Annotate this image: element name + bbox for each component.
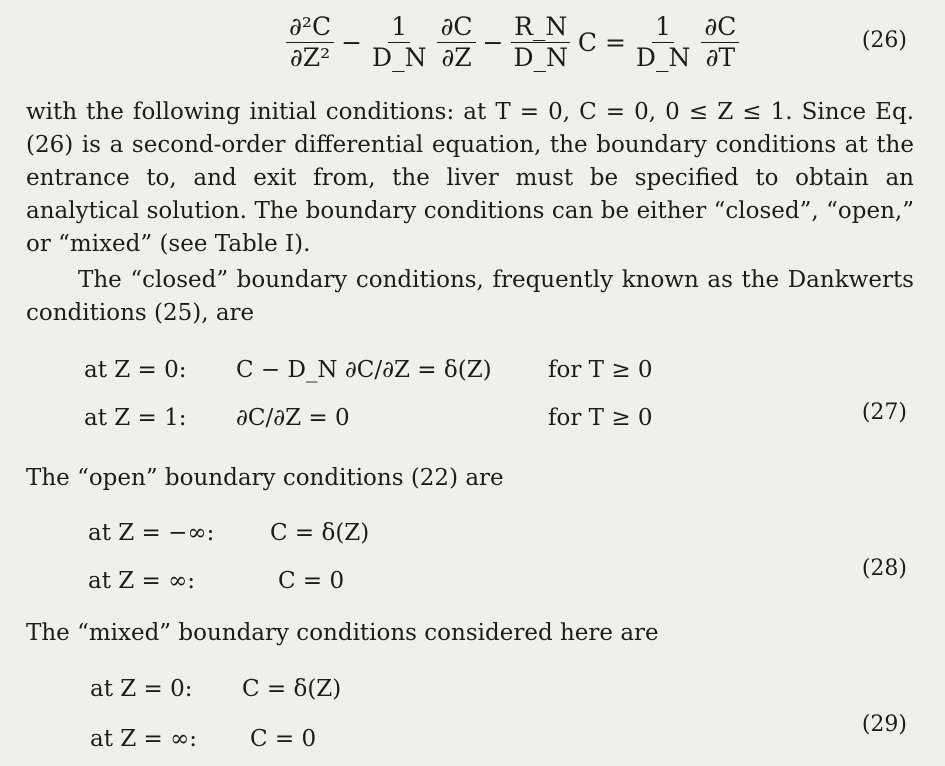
fraction-one-over-dn-rhs [633, 14, 693, 72]
fraction-d2c-dz2 [286, 14, 334, 72]
equation-number-29: (29) [861, 712, 907, 737]
fraction-dc-dt [701, 14, 739, 72]
eq28-row2-expression: C = 0 [278, 568, 345, 594]
eq28-row1-at: at Z = −∞: [88, 520, 215, 546]
fraction-one-over-dn [369, 14, 429, 72]
equation-number-27: (27) [861, 400, 907, 425]
fraction-denominator: ∂Z² [289, 43, 331, 73]
eq29-row2-at: at Z = ∞: [90, 726, 198, 752]
eq27-row1-expression: C − D_N ∂C/∂Z = δ(Z) [236, 357, 492, 383]
eq27-row2-for: for T ≥ 0 [548, 405, 653, 431]
eq28-row1-expression: C = δ(Z) [270, 520, 370, 546]
eq27-row2-expression: ∂C/∂Z = 0 [236, 405, 350, 431]
minus-operator: − [482, 28, 504, 58]
fraction-numerator: ∂C [701, 14, 739, 43]
paragraph-initial-conditions: with the following initial conditions: at T = 0, C = 0, 0 ≤ Z ≤ 1. Since Eq. (26) is a second-order differential equation, the boundary conditions at the entrance to, and exit from, the liver must be specified to obtain an analytical solution. The boundary conditions can be either “closed”, “open,” or “mixed” (see Table I). [26, 99, 914, 257]
paragraph-mixed-conditions: The “mixed” boundary conditions considered here are [26, 620, 659, 646]
equation-number-28: (28) [861, 556, 907, 581]
eq27-row1-for: for T ≥ 0 [548, 357, 653, 383]
eq27-row1-at: at Z = 0: [84, 357, 187, 383]
eq29-row1-expression: C = δ(Z) [242, 676, 342, 702]
fraction-denominator: D_N [513, 43, 568, 73]
equation-26 [282, 14, 743, 72]
minus-operator: − [341, 28, 363, 58]
fraction-dc-dz [437, 14, 475, 72]
c-equals: C = [577, 28, 626, 58]
fraction-denominator: ∂Z [441, 43, 472, 73]
fraction-rn-over-dn [510, 14, 570, 72]
eq28-row2-at: at Z = ∞: [88, 568, 196, 594]
paragraph-open-conditions: The “open” boundary conditions (22) are [26, 465, 504, 491]
fraction-numerator: 1 [388, 14, 410, 43]
fraction-denominator: D_N [372, 43, 427, 73]
equation-number-26: (26) [861, 28, 907, 53]
fraction-numerator: R_N [511, 14, 570, 43]
eq27-row2-at: at Z = 1: [84, 405, 187, 431]
fraction-numerator: ∂C [437, 14, 475, 43]
fraction-numerator: ∂²C [286, 14, 334, 43]
fraction-numerator: 1 [652, 14, 674, 43]
eq29-row2-expression: C = 0 [250, 726, 317, 752]
eq29-row1-at: at Z = 0: [90, 676, 193, 702]
fraction-denominator: D_N [635, 43, 691, 73]
fraction-denominator: ∂T [705, 43, 736, 73]
paragraph-closed-conditions: The “closed” boundary conditions, frequently known as the Dankwerts conditions (25), are [26, 267, 914, 326]
